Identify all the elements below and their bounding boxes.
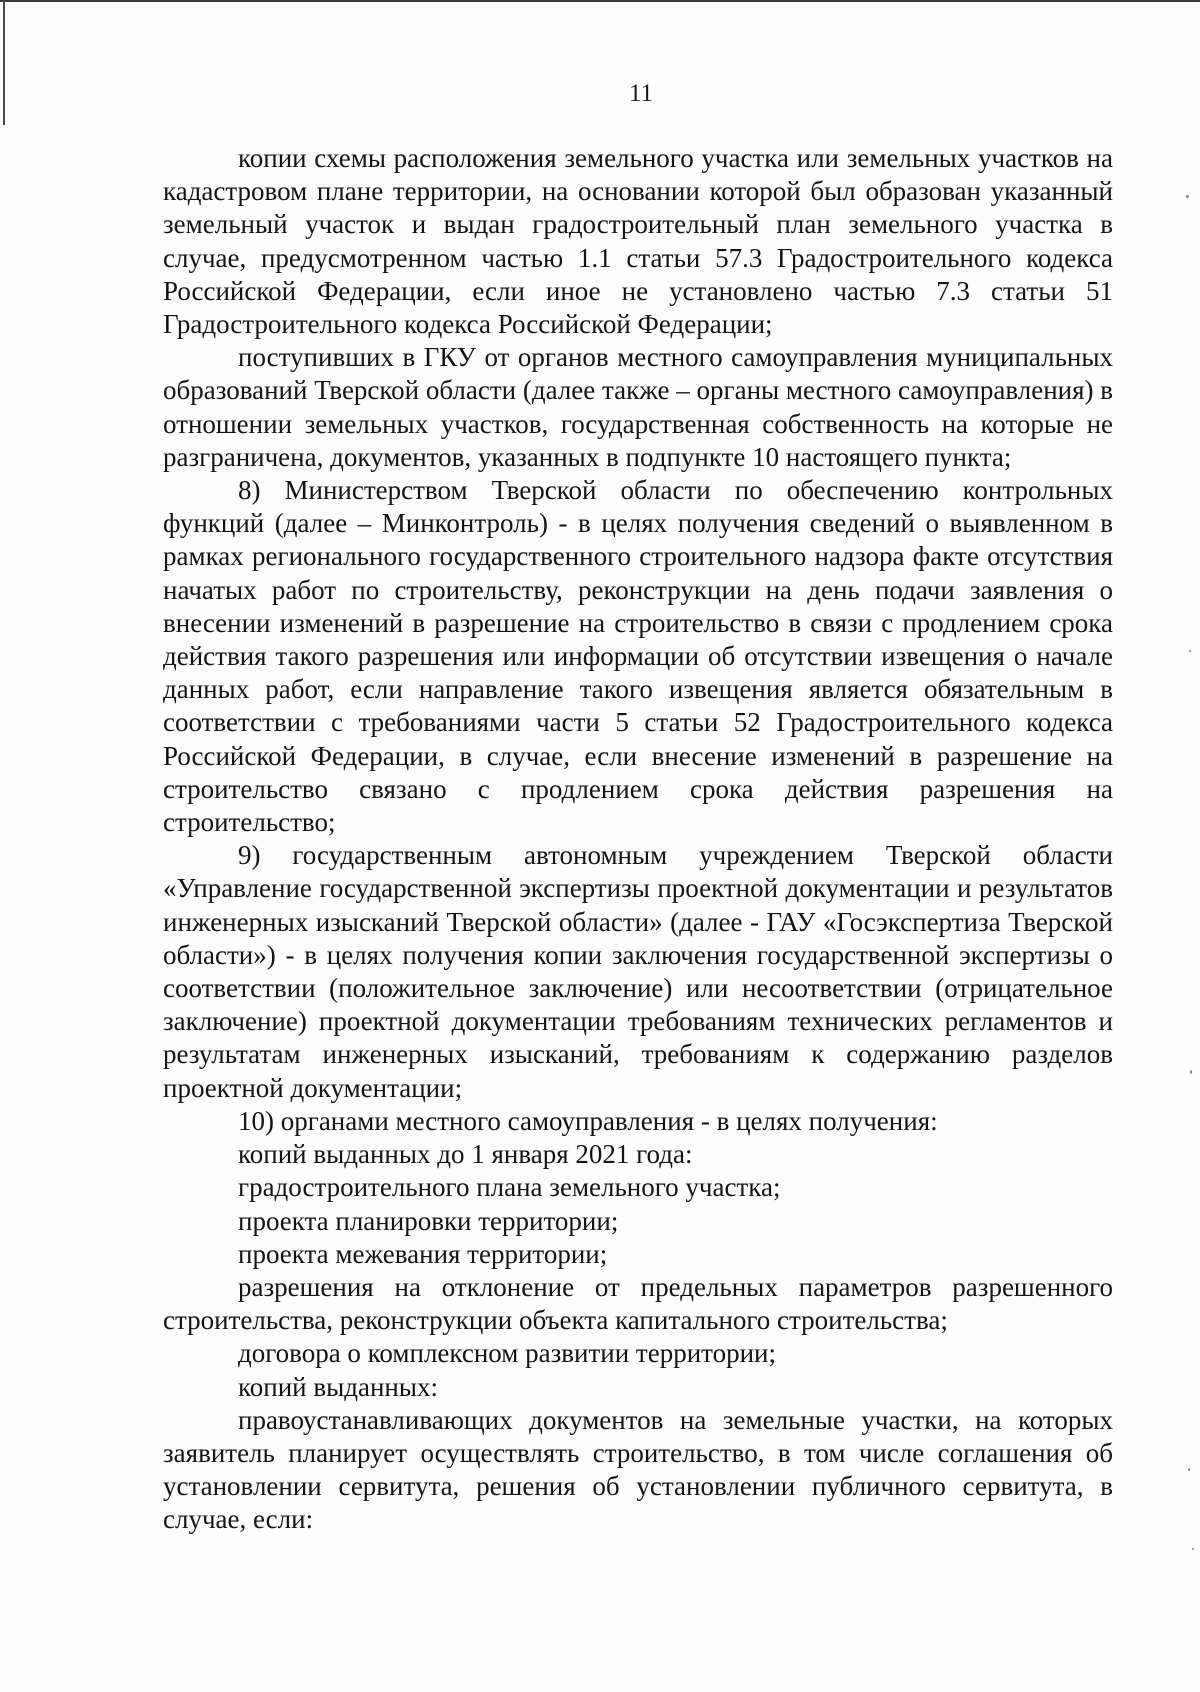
list-item-urban-plan: градостроительного плана земельного участка;: [238, 1172, 781, 1203]
list-item-copies-before-2021: копий выданных до 1 января 2021 года:: [238, 1139, 693, 1170]
list-item-development-agreement: договора о комплексном развитии территории;: [238, 1338, 776, 1369]
scan-speck: [1189, 650, 1191, 652]
paragraph-title-documents: правоустанавливающих документов на земельные участки, на которых заявитель планирует осуществлять строительство, в том числе соглашения об установлении сервитута, решения об установлении публичного сервитута, в случае, если:: [163, 1404, 1113, 1535]
paragraph-scheme-copies: копии схемы расположения земельного участка или земельных участков на кадастровом плане территории, на основании которой был образован указанный земельный участок и выдан градостроительный план земельного участка в случае, предусмотренном частью 1.1 статьи 57.3 Градостроительного кодекса Российской Федерации, если иное не установлено частью 7.3 статьи 51 Градостроительного кодекса Российской Федерации;: [163, 143, 1113, 340]
paragraph-item-9-gosekspertiza: 9) государственным автономным учреждением Тверской области «Управление государственной экспертизы проектной документации и результатов инженерных изысканий Тверской области» (далее - ГАУ «Госэкспертиза Тверской области») - в целях получения копии заключения государственной экспертизы о соответствии (положительное заключение) или несоответствии (отрицательное заключение) проектной документации требованиям технических регламентов и результатам инженерных изысканий, требованиям к содержанию разделов проектной документации;: [163, 840, 1113, 1103]
scan-top-edge: [0, 0, 1200, 2]
document-body: [163, 142, 1113, 1537]
page-number: 11: [628, 80, 654, 107]
scan-speck: [1188, 1468, 1190, 1471]
scan-speck: [1186, 195, 1189, 198]
list-item-deviation-permit: разрешения на отклонение от предельных параметров разрешенного строительства, реконструкции объекта капитального строительства;: [163, 1271, 1113, 1336]
list-item-survey-project: проекта межевания территории;: [238, 1238, 608, 1269]
paragraph-gku-documents: поступивших в ГКУ от органов местного самоуправления муниципальных образований Тверской области (далее также – органы местного самоуправления) в отношении земельных участков, государственная собственность на которые не разграничена, документов, указанных в подпункте 10 настоящего пункта;: [163, 342, 1113, 472]
scan-speck: [1190, 1070, 1192, 1074]
paragraph-item-10-local-government: 10) органами местного самоуправления - в целях получения:: [238, 1105, 938, 1136]
list-item-planning-project: проекта планировки территории;: [238, 1205, 619, 1236]
paragraph-item-8-minkontrol: 8) Министерством Тверской области по обеспечению контрольных функций (далее – Минконтроль) - в целях получения сведений о выявленном в рамках регионального государственного строительного надзора факте отсутствия начатых работ по строительству, реконструкции на день подачи заявления о внесении изменений в разрешение на строительство в связи с продлением срока действия такого разрешения или информации об отсутствии извещения о начале данных работ, если направление такого извещения является обязательным в соответствии с требованиями части 5 статьи 52 Градостроительного кодекса Российской Федерации, в случае, если внесение изменений в разрешение на строительство связано с продлением срока действия разрешения на строительство;: [163, 475, 1113, 838]
scan-speck: [1192, 1548, 1194, 1550]
list-item-issued-copies: копий выданных:: [238, 1371, 438, 1402]
